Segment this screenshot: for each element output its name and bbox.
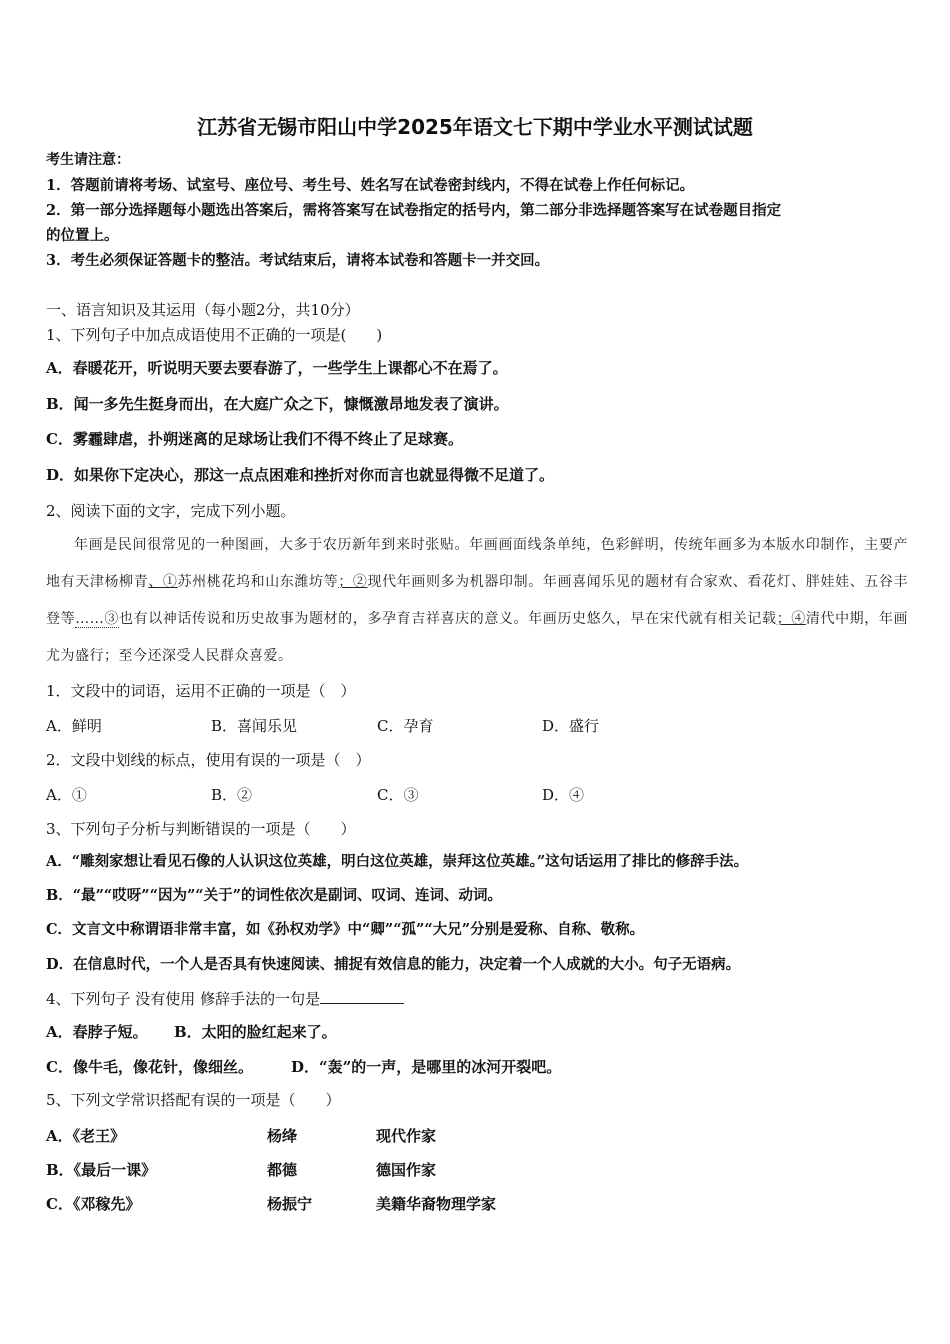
question-5-row-b-title: B．《最后一课》	[46, 1161, 157, 1179]
question-2-stem: 2、阅读下面的文字，完成下列小题。	[46, 502, 296, 520]
section-heading: 一、语言知识及其运用（每小题2分，共10分）	[46, 301, 360, 319]
marked-punctuation-2: ；②	[338, 574, 368, 590]
subquestion-1-option-b: B．喜闻乐见	[211, 717, 298, 735]
marked-punctuation-3: ……③	[75, 611, 119, 627]
question-3-option-c: C．文言文中称谓语非常丰富，如《孙权劝学》中“卿”“孤”“大兄”分别是爱称、自称、敬称。	[46, 921, 645, 938]
question-5-row-c-desc: 美籍华裔物理学家	[376, 1195, 497, 1213]
question-5-row-b-author: 都德	[267, 1161, 298, 1179]
question-3-stem: 3、下列句子分析与判断错误的一项是（ ）	[46, 820, 356, 838]
subquestion-1-option-c: C．孕育	[377, 717, 434, 735]
question-4-stem: 4、下列句子 没有使用 修辞手法的一句是	[46, 989, 404, 1009]
question-5-row-a-author: 杨绛	[267, 1127, 298, 1145]
subquestion-2-stem: 2．文段中划线的标点，使用有误的一项是（ ）	[46, 751, 371, 769]
subquestion-1-option-d: D．盛行	[542, 717, 600, 735]
question-4-option-b: B．太阳的脸红起来了。	[174, 1023, 337, 1041]
answer-blank[interactable]	[320, 989, 404, 1004]
question-5-row-b-desc: 德国作家	[376, 1161, 437, 1179]
notice-item-2-cont: 的位置上。	[46, 227, 119, 244]
question-1-option-a: A．春暖花开，听说明天要去要春游了，一些学生上课都心不在焉了。	[46, 359, 508, 377]
marked-punctuation-1: 、①	[148, 574, 178, 590]
notice-heading: 考生请注意：	[46, 152, 130, 168]
question-1-option-b: B．闻一多先生挺身而出，在大庭广众之下，慷慨激昂地发表了演讲。	[46, 395, 509, 413]
question-5-stem: 5、下列文学常识搭配有误的一项是（ ）	[46, 1091, 341, 1109]
notice-item-2: 2．第一部分选择题每小题选出答案后，需将答案写在试卷指定的括号内，第二部分非选择题答案写在试卷题目指定	[46, 202, 782, 219]
question-5-row-c-title: C．《邓稼先》	[46, 1195, 141, 1213]
question-4-option-a: A．春脖子短。	[46, 1023, 148, 1041]
notice-item-3: 3．考生必须保证答题卡的整洁。考试结束后，请将本试卷和答题卡一并交回。	[46, 252, 550, 269]
notice-item-1: 1．答题前请将考场、试室号、座位号、考生号、姓名写在试卷密封线内，不得在试卷上作任何标记。	[46, 177, 695, 194]
question-4-option-d: D．“轰”的一声，是哪里的冰河开裂吧。	[291, 1058, 562, 1076]
subquestion-2-option-c: C．③	[377, 786, 419, 804]
subquestion-1-option-a: A．鲜明	[46, 717, 102, 735]
question-3-option-b: B．“最”“哎呀”“因为”“关于”的词性依次是副词、叹词、连词、动词。	[46, 887, 502, 904]
subquestion-2-option-b: B．②	[211, 786, 253, 804]
question-3-option-a: A．“雕刻家想让看见石像的人认识这位英雄，明白这位英雄，崇拜这位英雄。”这句话运用了排比的修辞手法。	[46, 853, 749, 870]
subquestion-2-option-d: D．④	[542, 786, 585, 804]
question-3-option-d: D．在信息时代，一个人是否具有快速阅读、捕捉有效信息的能力，决定着一个人成就的大小。句子无语病。	[46, 956, 741, 973]
exam-title: 江苏省无锡市阳山中学2025年语文七下期中学业水平测试试题	[197, 115, 753, 139]
question-5-row-c-author: 杨振宁	[267, 1195, 313, 1213]
reading-passage: 年画是民间很常见的一种图画，大多于农历新年到来时张贴。年画画面线条单纯，色彩鲜明，传统年画多为本版水印制作，主要产地有天津杨柳青、①苏州桃花坞和山东潍坊等；②现代年画则多为机器印制。年画喜闻乐见的题材有合家欢、看花灯、胖娃娃、五谷丰登等……③也有以神话传说和历史故事为题材的，多孕育吉祥喜庆的意义。年画历史悠久，早在宋代就有相关记载；④清代中期，年画尤为盛行；至今还深受人民群众喜爱。	[46, 537, 909, 664]
subquestion-1-stem: 1．文段中的词语，运用不正确的一项是（ ）	[46, 682, 356, 700]
question-1-option-c: C．雾霾肆虐，扑朔迷离的足球场让我们不得不终止了足球赛。	[46, 430, 463, 448]
marked-punctuation-4: ；④	[776, 611, 806, 627]
question-4-option-c: C．像牛毛，像花针，像细丝。	[46, 1058, 253, 1076]
question-5-row-a-title: A．《老王》	[46, 1127, 126, 1145]
question-1-stem: 1、下列句子中加点成语使用不正确的一项是( )	[46, 326, 383, 344]
question-1-option-d: D．如果你下定决心，那这一点点困难和挫折对你而言也就显得微不足道了。	[46, 466, 555, 484]
question-5-row-a-desc: 现代作家	[376, 1127, 437, 1145]
subquestion-2-option-a: A．①	[46, 786, 87, 804]
